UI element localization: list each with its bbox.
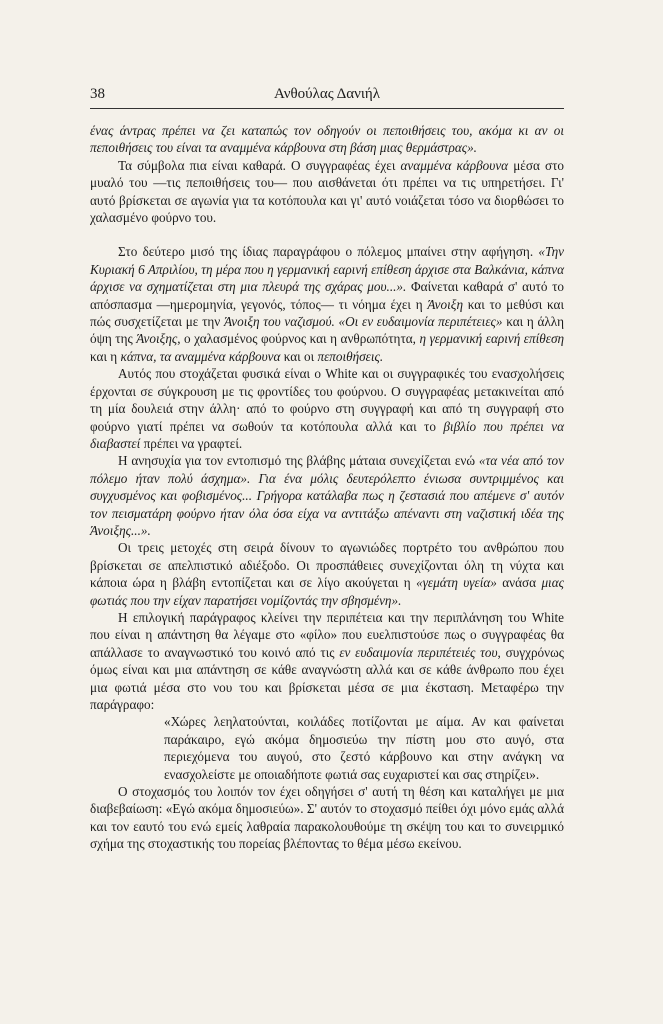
italic-text-run: «τα νέα από τον πόλεμο ήταν πολύ άσχημα». Για ένα μόλις δευτερόλεπτο ένιωσα συντριμμένος και συγχυσμένος και φοβισμένος... Γρήγορα κατάλαβα πως η ζεστασιά που απέμενε σ' αυτόν τον πεισματάρη φούρνο ήταν όλα όσα είχα να αντιτάξω απέναντι στη ναζιστική ιδέα της Άνοιξης...». <box>90 453 564 538</box>
italic-text-run: Άνοιξης <box>136 331 178 347</box>
text-run: , συγχρόνως όμως είναι και μια απάντηση σε κάθε αναγνώστη αλλά και σε κάθε άνθρωπο που έχει μια φωτιά μέσα στο νου του και βρίσκεται μέσα σε μια έκσταση. Μεταφέρω την παράγραφο: <box>90 644 565 712</box>
italic-text-run: «Οι εν ευδαιμονία περιπέτειες» <box>338 314 503 330</box>
paragraph-2 <box>90 157 564 227</box>
text-run: Στο δεύτερο μισό της ίδιας παραγράφου ο πόλεμος μπαίνει στην αφήγηση. <box>118 244 539 260</box>
paragraph-8 <box>90 783 564 853</box>
italic-text-run: «γεμάτη υγεία» <box>416 575 497 591</box>
block-quote <box>164 713 564 783</box>
italic-text-run: αναμμένα κάρβουνα <box>400 157 509 173</box>
italic-text-run: πεποιθήσεις. <box>317 348 384 364</box>
italic-text-run: Άνοιξη <box>427 296 463 312</box>
paragraph-1 <box>90 122 564 157</box>
italic-text-run: κάπνα, τα αναμμένα κάρβουνα <box>120 348 281 364</box>
text-run: ανάσα <box>496 575 542 591</box>
italic-text-run: μιας φωτιάς που την είχαν παρατήσει νομίζοντάς την σβησμένη». <box>90 575 564 608</box>
text-run: Η ανησυχία για τον εντοπισμό της βλάβης μάταια συνεχίζεται ενώ <box>118 453 479 469</box>
page-header <box>90 86 564 108</box>
text-run: , ο χαλασμένος φούρνος και η ανθρωπότητα, <box>177 331 420 347</box>
text-run: μέσα στο μυαλό του —τις πεποιθήσεις του— που αισθάνεται ότι πρέπει να τις υπηρετήσει. Γι' αυτό βρίσκεται σε αγωνία για τα κοτόπουλα και γι' αυτό νοιάζεται τόσο να διορθώσει το χαλασμένο φούρνο του. <box>90 157 564 226</box>
text-run: Η επιλογική παράγραφος κλείνει την περιπέτεια και την περιπλάνηση του White που είναι η απάντηση θα λέγαμε στο «φίλο» που ευελπιστούσε πως ο συγγραφέας θα απάλλασε το αναγνωστικό του κοινό από τις <box>90 609 564 660</box>
header-rule <box>90 108 564 109</box>
text-run: και το μεθύσι και πώς συσχετίζεται με την <box>90 296 564 330</box>
italic-text-run: ένας άντρας πρέπει να ζει καταπώς τον οδηγούν οι πεποιθήσεις του, ακόμα κι αν οι πεποιθήσεις του είναι τα αναμμένα κάρβουνα στη βάση μιας θερμάστρας». <box>90 123 564 156</box>
text-run: πρέπει να γραφτεί. <box>140 435 243 451</box>
paragraph-5 <box>90 452 564 539</box>
italic-text-run: βιβλίο που πρέπει να διαβαστεί <box>90 418 564 451</box>
paragraph-7 <box>90 609 564 713</box>
text-run: Οι τρεις μετοχές στη σειρά δίνουν το αγωνιώδες πορτρέτο του ανθρώπου που βρίσκεται σε απελπιστικό αδιέξοδο. Οι προσπάθειες συνεχίζονται όλη τη νύχτα και κάποια ώρα η βλάβη εντοπίζεται και σε λίγο ακούγεται η <box>90 540 564 591</box>
text-run: «Χώρες λεηλατούνται, κοιλάδες ποτίζονται με αίμα. Αν και φαίνεται παράκαιρο, εγώ ακόμα δημοσιεύω την πίστη μου στο αυγό, στα περιεχόμενα του αυγού, στο ζεστό κάρβουνο και στην ανάγκη να ενασχολείστε με οποιαδήποτε φωτιά σας ευχαριστεί και σας στηρίζει». <box>164 714 564 782</box>
paragraph-3 <box>90 243 564 365</box>
italic-text-run: εν ευδαιμονία περιπέτειές του <box>339 644 498 660</box>
text-run: Ο στοχασμός του λοιπόν τον έχει οδηγήσει σ' αυτή τη θέση και καταλήγει με μια διαβεβαίωση: «Εγώ ακόμα δημοσιεύω». Σ' αυτόν το στοχασμό πείθει όχι μόνο εμάς αλλά και τον εαυτό του ενώ εμείς λαθραία παρακολουθούμε τη σκέψη του και το συνειρμικό σχήμα της στοχαστικής του πορείας βλέποντας το θέμα μέσω εκείνου. <box>90 784 564 852</box>
paragraph-4 <box>90 365 564 452</box>
page-number: 38 <box>90 86 105 102</box>
italic-text-run: Άνοιξη του ναζισμού. <box>223 314 335 330</box>
text-run: και η <box>90 348 121 364</box>
running-head: Ανθούλας Δανιήλ <box>273 86 381 102</box>
paragraph-6 <box>90 539 564 609</box>
text-run: Φαίνεται καθαρά σ' αυτό το απόσπασμα —ημερομηνία, γεγονός, τόπος— τι νόημα έχει η <box>90 279 564 312</box>
italic-text-run: «Την Κυριακή 6 Απριλίου, τη μέρα που η γερμανική εαρινή επίθεση άρχισε στα Βαλκάνια, κάπνα άρχισε να σχηματίζεται στη μια πλευρά της σχάρας μου...». <box>90 244 564 295</box>
italic-text-run: η γερμανική εαρινή επίθεση <box>419 331 564 347</box>
text-run: και οι <box>280 348 318 364</box>
text-run: και η άλλη όψη της <box>90 314 564 347</box>
body-text <box>90 122 564 853</box>
text-run: Αυτός που στοχάζεται φυσικά είναι ο White και οι συγγραφικές του ενασχολήσεις έρχονται σε σύγκρουση με τις φροντίδες του φούρνου. Ο συγγραφέας μετακινείται από τη μία δουλειά στην άλλη· από το φούρνο στη συγγραφή και από τη συγγραφή στο φούρνο γιατί πρέπει να σωθούν τα κοτόπουλα αλλά και το <box>90 366 564 434</box>
text-run: Τα σύμβολα πια είναι καθαρά. Ο συγγραφέας έχει <box>118 157 401 173</box>
